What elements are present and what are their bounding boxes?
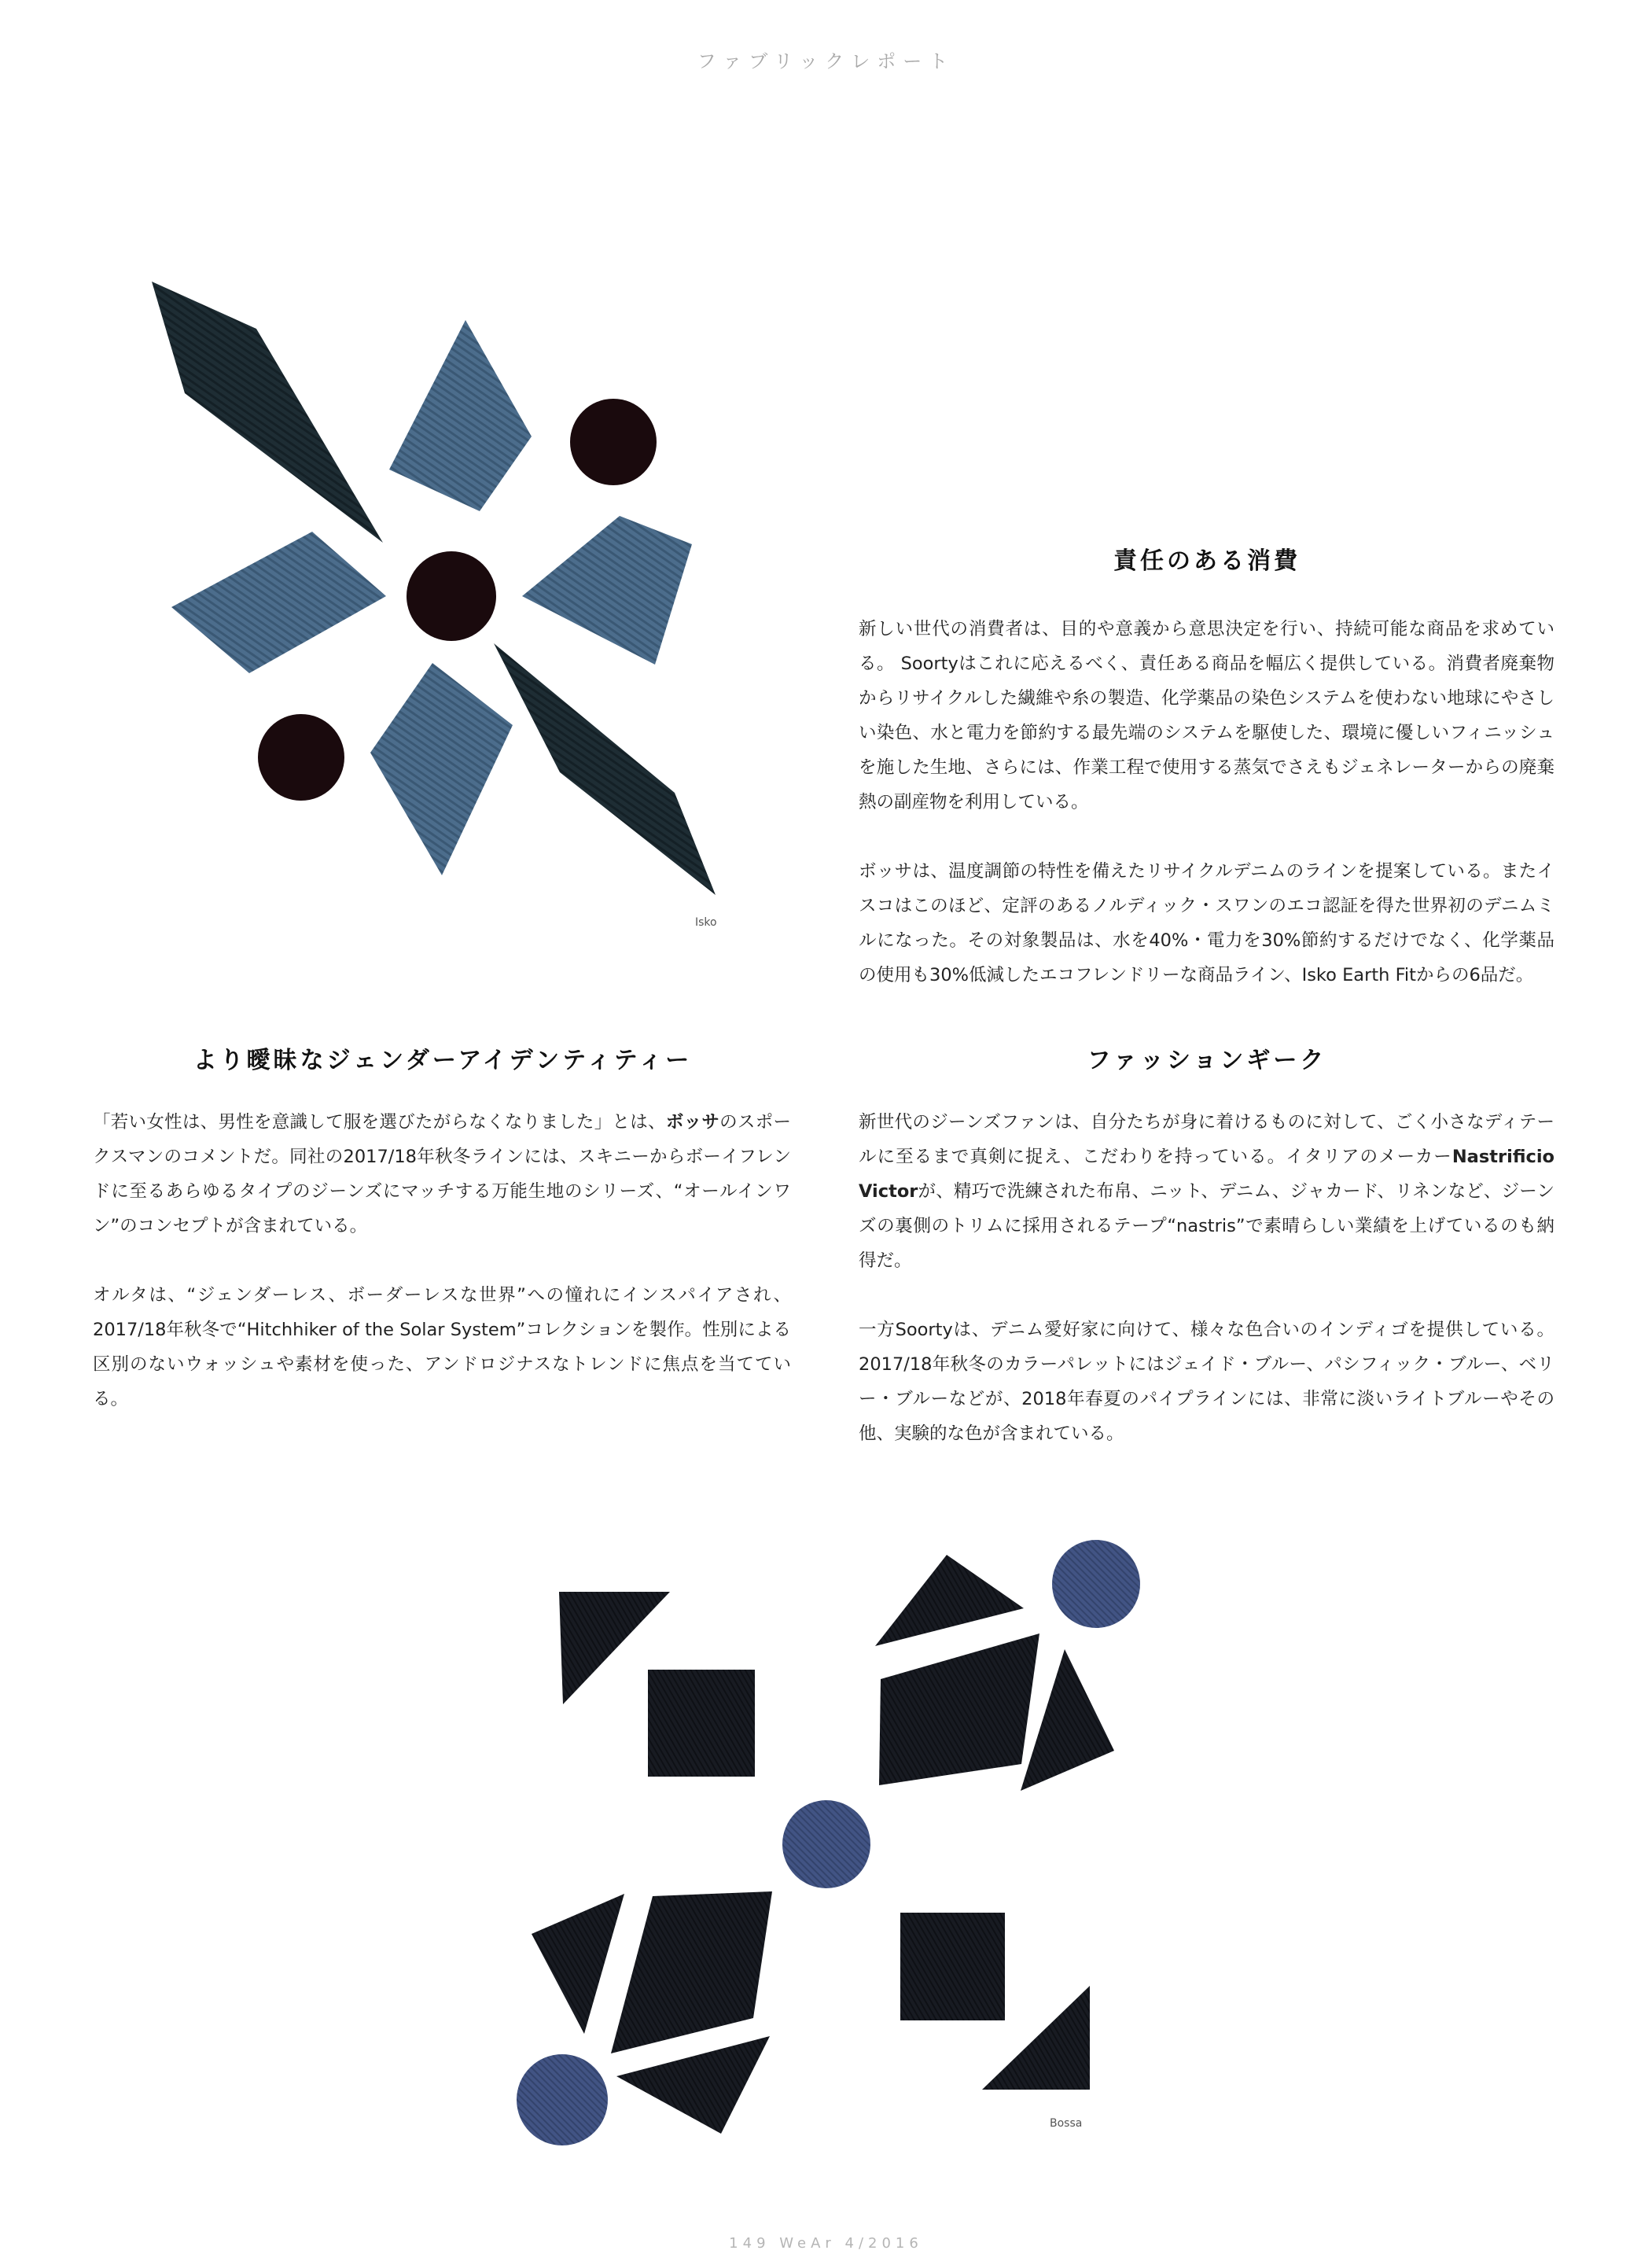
gender-p1-text: 「若い女性は、男性を意識して服を選びたがらなくなりました」とは、 (93, 1112, 666, 1132)
gender-paragraph-1 (93, 1105, 791, 1243)
image-credit-isko: Isko (695, 916, 717, 929)
gender-identity-text (93, 1105, 791, 1451)
black-triangle-1 (559, 1592, 670, 1704)
bossa-shapes (517, 1540, 1140, 2145)
black-triangle-3 (1021, 1649, 1114, 1791)
responsible-paragraph-2: ボッサは、温度調節の特性を備えたリサイクルデニムのラインを提案している。またイスコはこのほど、定評のあるノルディック・スワンのエコ認証を得た世界初のデニムミルになった。その対象製品は、水を40%・電力を30%節約するだけでなく、化学薬品の使用も30%低減したエコフレンドリーな商品ライン、Isko Earth Fitからの6品だ。 (859, 861, 1554, 985)
fashion-geek-text (859, 1105, 1554, 1486)
black-triangle-4 (532, 1894, 624, 2034)
blue-diamond-right (522, 516, 692, 665)
blue-diamond-left (171, 532, 386, 673)
black-triangle-6 (616, 2036, 770, 2134)
gender-paragraph-2: オルタは、“ジェンダーレス、ボーダーレスな世界”への憧れにインスパイアされ、2017/18年秋冬で“Hitchhiker of the Solar System”コレクションを製作。性別による区別のないウォッシュや素材を使った、アンドロジナスなトレンドに焦点を当てている。 (93, 1285, 791, 1409)
dark-blade-bottom-right (494, 643, 716, 895)
black-quad-2 (611, 1891, 772, 2053)
isko-shapes (152, 282, 716, 895)
gender-p1-brand: ボッサ (665, 1112, 720, 1132)
dark-dot-center (407, 551, 496, 641)
geek-paragraph-1 (859, 1105, 1554, 1278)
image-credit-bossa: Bossa (1050, 2117, 1083, 2130)
heading-gender-identity: より曖昧なジェンダーアイデンティティー (193, 1047, 693, 1074)
blue-dot-bottom-left (517, 2054, 608, 2145)
gender-p1-text-cont: のスポークスマンのコメントだ。同社の2017/18年秋冬ラインには、スキニーからボーイフレンドに至るあらゆるタイプのジーンズにマッチする万能生地のシリーズ、“オールインワン”のコンセプトが含まれている。 (93, 1112, 791, 1236)
section-label: ファブリックレポート (697, 50, 955, 72)
geek-p1-text-cont: が、精巧で洗練された布帛、ニット、デニム、ジャカード、リネンなど、ジーンズの裏側のトリムに採用されるテープ“nastris”で素晴らしい業績を上げているのも納得だ。 (859, 1181, 1554, 1271)
black-square-2 (900, 1913, 1005, 2020)
responsible-paragraph-1: 新しい世代の消費者は、目的や意義から意思決定を行い、持続可能な商品を求めている。 Soortyはこれに応えるべく、責任ある商品を幅広く提供している。消費者廃棄物からリサイクルした繊維や糸の製造、化学薬品の染色システムを使わない地球にやさしい染色、水と電力を節約する最先端のシステムを駆使した、環境に優しいフィニッシュを施した生地、さらには、作業工程で使用する蒸気でさえもジェネレーターからの廃棄熱の副産物を利用している。 (859, 619, 1554, 812)
geek-p1-text: 新世代のジーンズファンは、自分たちが身に着けるものに対して、ごく小さなディテールに至るまで真剣に捉え、こだわりを持っている。イタリアのメーカー (859, 1112, 1554, 1167)
black-quad-1 (879, 1633, 1039, 1785)
dark-dot-top-right (570, 399, 657, 485)
dark-dot-bottom-left (258, 714, 344, 801)
blue-dot-center (782, 1800, 870, 1888)
responsible-consumption-text (859, 612, 1554, 1027)
dark-blade-top-left (152, 282, 383, 543)
geek-paragraph-2: 一方Soortyは、デニム愛好家に向けて、様々な色合いのインディゴを提供している。2017/18年秋冬のカラーパレットにはジェイド・ブルー、パシフィック・ブルー、ベリー・ブルーなどが、2018年春夏のパイプラインには、非常に淡いライトブルーやその他、実験的な色が含まれている。 (859, 1320, 1554, 1444)
heading-responsible-consumption: 責任のある消費 (1113, 547, 1301, 575)
black-triangle-5 (982, 1986, 1090, 2090)
geek-p1-brand: Nastrificio Victor (859, 1147, 1554, 1202)
blue-dot-top-right (1052, 1540, 1140, 1628)
blue-diamond-top (389, 320, 532, 511)
heading-fashion-geek: ファッションギーク (1087, 1047, 1327, 1074)
page-footer: 149 WeAr 4/2016 (729, 2235, 923, 2252)
black-square-1 (648, 1670, 755, 1777)
blue-diamond-bottom (370, 663, 513, 875)
black-triangle-2 (875, 1555, 1024, 1646)
